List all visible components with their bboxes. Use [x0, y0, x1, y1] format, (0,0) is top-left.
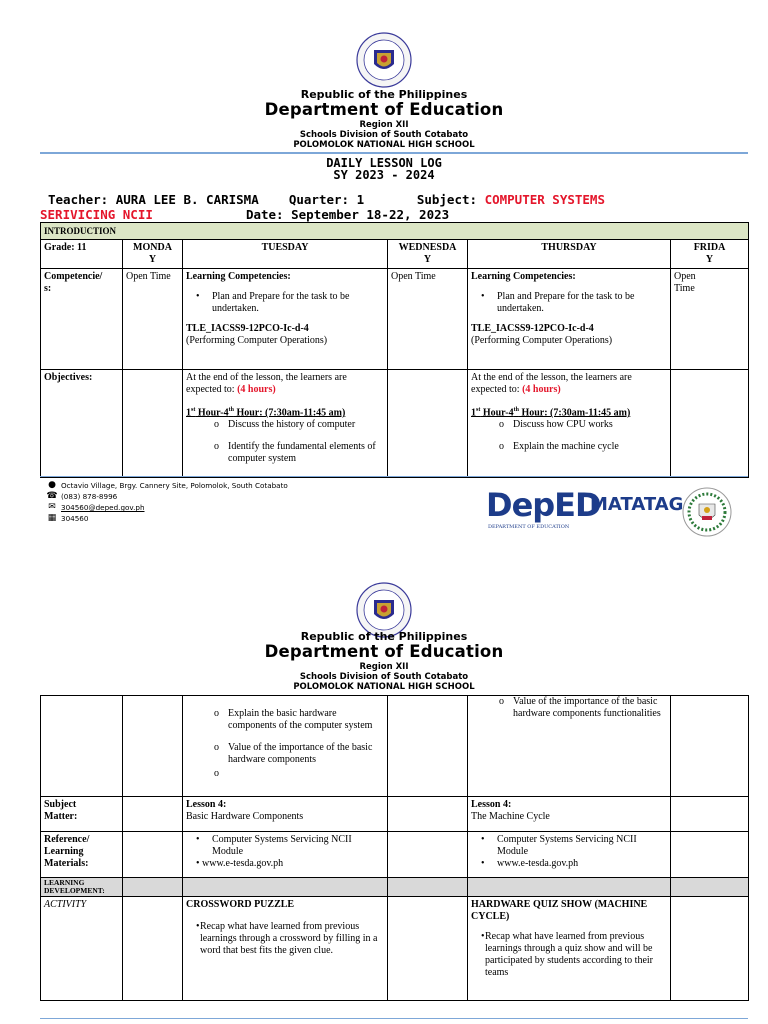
subject-value: COMPUTER SYSTEMS [484, 192, 605, 207]
friday-header: FRIDA Y [671, 240, 749, 269]
list-item: • www.e-tesda.gov.ph [471, 858, 667, 870]
tuesday-objectives: At the end of the lesson, the learners are expected to: (4 hours) 1st Hour-4th Hour: (7:30am-11:45 am) o Discuss the history of computer o Identify the fundamental elements of computer system [183, 370, 388, 478]
friday-objectives [671, 370, 749, 478]
objectives-row [41, 370, 749, 478]
footer-divider [40, 1018, 748, 1019]
monday-header: MONDA Y [123, 240, 183, 269]
list-item: o Discuss how CPU works [471, 419, 667, 431]
school-year: SY 2023 - 2024 [333, 168, 435, 182]
days-header-row [41, 240, 749, 269]
email-icon: ✉ [48, 502, 56, 512]
learning-dev-row [41, 878, 749, 897]
id-card-icon: ▦ [47, 513, 57, 523]
dll-table-1 [40, 222, 749, 478]
school-id-text: 304560 [61, 514, 89, 523]
republic-text: Republic of the Philippines [300, 88, 468, 101]
subject-matter-label: Subject Matter: [41, 797, 123, 832]
teacher-name: AURA LEE B. CARISMA [115, 192, 259, 207]
thursday-objectives-cont [468, 696, 671, 797]
page-2 [0, 578, 768, 1024]
republic-text: Republic of the Philippines [300, 630, 468, 643]
subject-matter-row [41, 797, 749, 832]
division-text: Schools Division of South Cotabato [299, 130, 469, 140]
phone-icon: ☎ [46, 491, 58, 501]
footer-contact [46, 480, 288, 524]
deped-wordmark: DepED [486, 486, 601, 524]
deped-logo [486, 486, 601, 534]
region-text: Region XII [359, 120, 409, 130]
tuesday-activity: CROSSWORD PUZZLE • Recap what have learned from previous learnings through a crossword by filling in a word that best fits the given clue. [183, 897, 388, 1001]
reference-label: Reference/ Learning Materials: [41, 832, 123, 878]
list-item: • Recap what have learned from previous learnings through a crossword by filling in a word that best fits the given clue. [186, 921, 384, 957]
thursday-references [468, 832, 671, 878]
school-name: POLOMOLOK NATIONAL HIGH SCHOOL [293, 682, 475, 692]
list-item: • Computer Systems Servicing NCII Module [471, 834, 667, 858]
activity-row [41, 897, 749, 1001]
tuesday-competencies: Learning Competencies: • Plan and Prepare for the task to be undertaken. TLE_IACSS9-12PCO-Ic-d-4 (Performing Computer Operations) [183, 269, 388, 370]
objectives-label: Objectives: [41, 370, 123, 478]
learning-dev-label: LEARNING DEVELOPMENT: [41, 878, 123, 897]
list-item: o Value of the importance of the basic hardware components functionalities [471, 696, 667, 720]
reference-row [41, 832, 749, 878]
date-value: September 18-22, 2023 [291, 207, 450, 222]
quarter-label: Quarter: [288, 192, 350, 207]
deped-seal-icon [356, 32, 412, 88]
intro-row [41, 223, 749, 240]
list-item: o Explain the basic hardware components of the computer system [186, 708, 384, 732]
thursday-competencies: Learning Competencies: • Plan and Prepare for the task to be undertaken. TLE_IACSS9-12PCO-Ic-d-4 (Performing Computer Operations) [468, 269, 671, 370]
deped-subtext: DEPARTMENT OF EDUCATION [488, 524, 570, 530]
list-item: o Explain the machine cycle [471, 441, 667, 453]
region-text: Region XII [359, 662, 409, 672]
grade-cell: Grade: 11 [41, 240, 123, 269]
objectives-cont-row [41, 696, 749, 797]
competencies-row [41, 269, 749, 370]
list-item: • www.e-tesda.gov.ph [186, 858, 384, 870]
dll-table-2 [40, 695, 749, 1001]
info-line-2 [40, 207, 449, 222]
header-divider [40, 152, 748, 154]
monday-objectives [123, 370, 183, 478]
location-icon: ● [48, 480, 56, 490]
school-name: POLOMOLOK NATIONAL HIGH SCHOOL [293, 140, 475, 150]
list-item: • Plan and Prepare for the task to be undertaken. [186, 291, 384, 315]
wednesday-header: WEDNESDA Y [388, 240, 468, 269]
wednesday-competencies: Open Time [388, 269, 468, 370]
thursday-subject-matter: Lesson 4: The Machine Cycle [468, 797, 671, 832]
date-label: Date: [245, 207, 284, 222]
wednesday-objectives [388, 370, 468, 478]
list-item: • Plan and Prepare for the task to be undertaken. [471, 291, 667, 315]
dll-title: DAILY LESSON LOG [326, 156, 442, 170]
subject-label: Subject: [416, 192, 478, 207]
list-item: • Recap what have learned from previous learnings through a quiz show and will be participated by students according to their teams [471, 931, 667, 979]
tuesday-objectives-cont [183, 696, 388, 797]
department-text: Department of Education [264, 100, 504, 119]
list-item: o Value of the importance of the basic hardware components [186, 742, 384, 766]
competencies-label: Competencie/ s: [41, 269, 123, 370]
quarter-value: 1 [356, 192, 365, 207]
footer-divider [40, 476, 748, 477]
info-line-1 [48, 192, 605, 207]
intro-label: INTRODUCTION [41, 223, 749, 240]
phone-text: (083) 878-8996 [61, 492, 118, 501]
tuesday-references [183, 832, 388, 878]
department-text: Department of Education [264, 642, 504, 661]
activity-label: ACTIVITY [41, 897, 123, 1001]
subject-value-cont: SERIVICING NCII [40, 207, 153, 222]
thursday-activity: HARDWARE QUIZ SHOW (MACHINE CYCLE) • Recap what have learned from previous learnings through a quiz show and will be participated by students according to their teams [468, 897, 671, 1001]
list-item: • Computer Systems Servicing NCII Module [186, 834, 384, 858]
email-link[interactable]: 304560@deped.gov.ph [61, 503, 145, 512]
school-seal-icon [682, 487, 732, 537]
monday-competencies: Open Time [123, 269, 183, 370]
thursday-objectives: At the end of the lesson, the learners are expected to: (4 hours) 1st Hour-4th Hour: (7:30am-11:45 am) o Discuss how CPU works o Explain the machine cycle [468, 370, 671, 478]
address-text: Octavio Village, Brgy. Cannery Site, Polomolok, South Cotabato [61, 481, 288, 490]
list-item: o Identify the fundamental elements of computer system [186, 441, 384, 465]
tuesday-subject-matter: Lesson 4: Basic Hardware Components [183, 797, 388, 832]
matatag-logo: MATATAG [590, 494, 684, 515]
page-gap [0, 545, 768, 578]
tuesday-header: TUESDAY [183, 240, 388, 269]
list-item: o Discuss the history of computer [186, 419, 384, 431]
teacher-label: Teacher: [48, 192, 109, 207]
thursday-header: THURSDAY [468, 240, 671, 269]
division-text: Schools Division of South Cotabato [299, 672, 469, 682]
friday-competencies: Open Time [671, 269, 749, 370]
